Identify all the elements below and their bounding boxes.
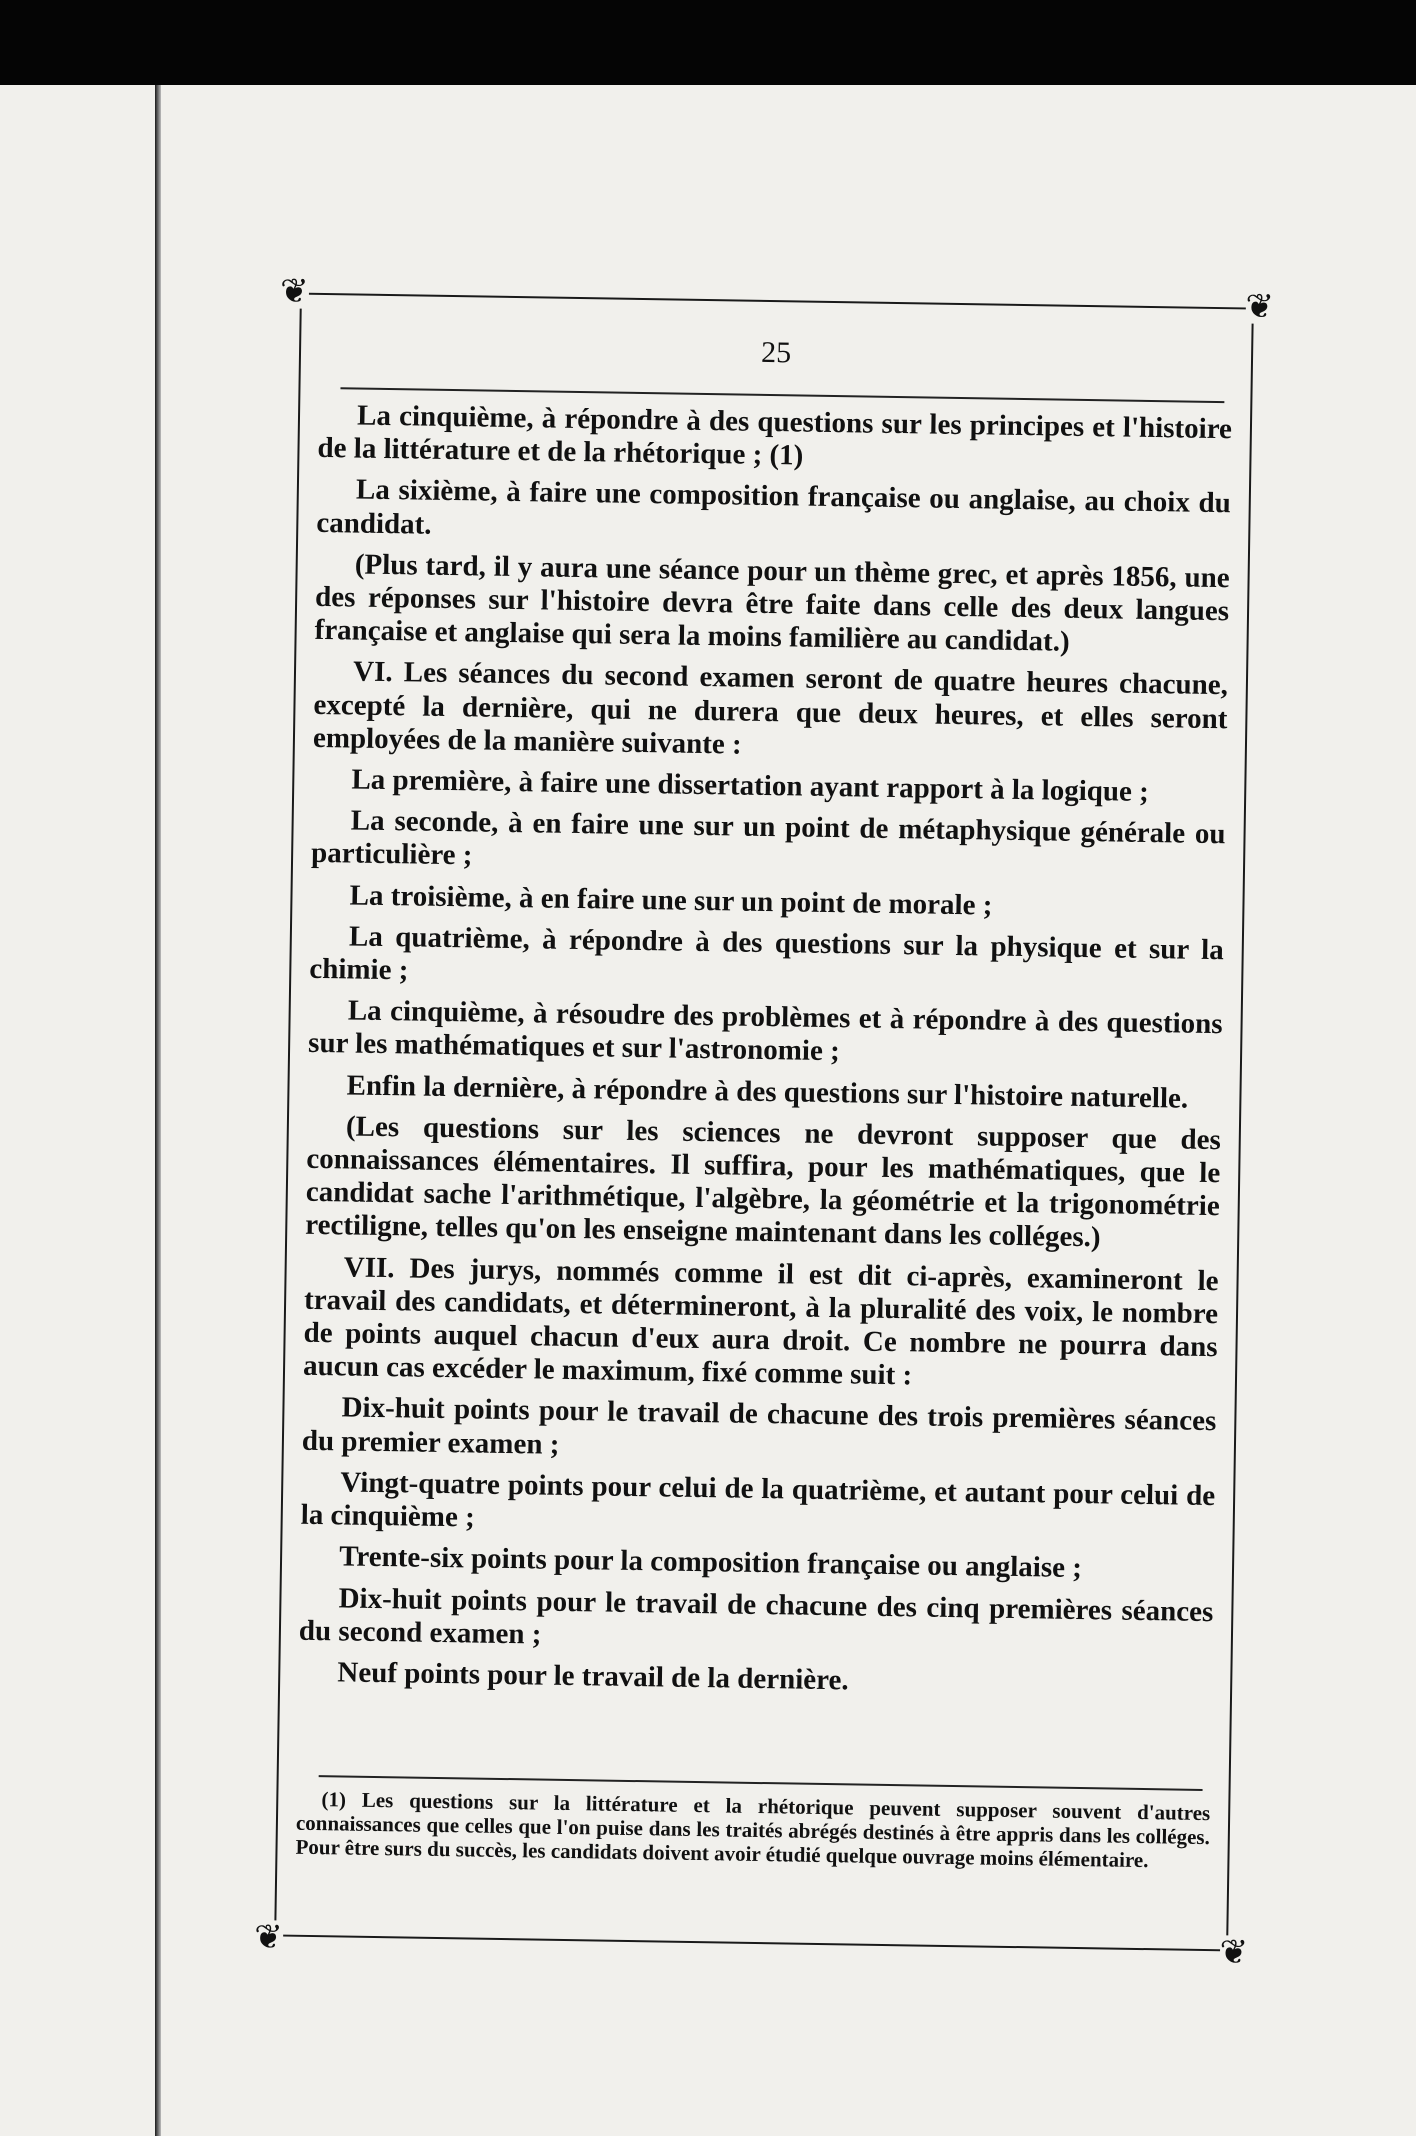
footnote-text: (1) Les questions sur la littérature et la rhétorique peuvent supposer souvent d'autres connaissances que celles que l'on puise dans les traités abrégés destinés à être appris dans les colléges. Pour être surs du succès, les candidats doivent avoir étudié quelque ouvrage moins élémentaire.: [295, 1787, 1211, 1873]
paragraph: Trente-six points pour la composition française ou anglaise ;: [339, 1540, 1083, 1585]
paragraph: (Les questions sur les sciences ne devront supposer que des connaissances élémentaires. Il suffira, pour les mathématiques, que le candidat sache l'arithmétique, l'algèbre, la géométrie et la trigonométrie rectiligne, telles qu'on les enseigne maintenant dans les colléges.): [305, 1110, 1222, 1254]
paragraph: La troisième, à en faire une sur un point de morale ;: [349, 879, 993, 922]
corner-ornament-icon: ❦: [1219, 1932, 1249, 1973]
paragraph: VI. Les séances du second examen seront de quatre heures chacune, excepté la dernière, qui ne durera que deux heures, et elles seront employées de la manière suivante :: [312, 655, 1229, 761]
page-fold-edge: [155, 85, 161, 2136]
page-number: 25: [760, 335, 792, 370]
body-text: [298, 399, 1232, 1711]
corner-ornament-icon: ❦: [253, 1917, 283, 1958]
page-frame: [253, 271, 1275, 1973]
footnote: [295, 1787, 1210, 1873]
paragraph: La seconde, à en faire une sur un point de métaphysique générale ou particulière ;: [310, 804, 1226, 872]
paragraph: La première, à faire une dissertation ayant rapport à la logique ;: [351, 763, 1150, 809]
paragraph: Dix-huit points pour le travail de chacune des trois premières séances du premier examen ;: [301, 1391, 1217, 1461]
paragraph: Vingt-quatre points pour celui de la quatrième, et autant pour celui de la cinquième ;: [300, 1466, 1216, 1534]
paragraph: Dix-huit points pour le travail de chacune des cinq premières séances du second examen ;: [298, 1581, 1214, 1651]
corner-ornament-icon: ❦: [1245, 286, 1275, 327]
paragraph: La cinquième, à résoudre des problèmes et à répondre à des questions sur les mathématiques et sur l'astronomie ;: [307, 994, 1223, 1068]
paragraph: Enfin la dernière, à répondre à des questions sur l'histoire naturelle.: [346, 1069, 1189, 1115]
paragraph: La cinquième, à répondre à des questions sur les principes et l'histoire de la littérature et de la rhétorique ; (1): [317, 399, 1233, 472]
paragraph: La quatrième, à répondre à des questions sur la physique et sur la chimie ;: [309, 920, 1225, 987]
paragraph: (Plus tard, il y aura une séance pour un thème grec, et après 1856, une des réponses sur l'histoire devra être faite dans celle des deux langues française et anglaise qui sera la moins familière au candidat.): [314, 548, 1230, 658]
corner-ornament-icon: ❦: [279, 271, 309, 312]
paragraph: La sixième, à faire une composition française ou anglaise, au choix du candidat.: [316, 473, 1232, 541]
paragraph: VII. Des jurys, nommés comme il est dit ci-après, examineront le travail des candidats, et détermineront, à la pluralité des voix, le nombre de points auquel chacun d'eux aura droit. Ce nombre ne pourra dans aucun cas excéder le maximum, fixé comme suit :: [302, 1251, 1219, 1392]
paragraph: Neuf points pour le travail de la dernière.: [337, 1656, 849, 1697]
